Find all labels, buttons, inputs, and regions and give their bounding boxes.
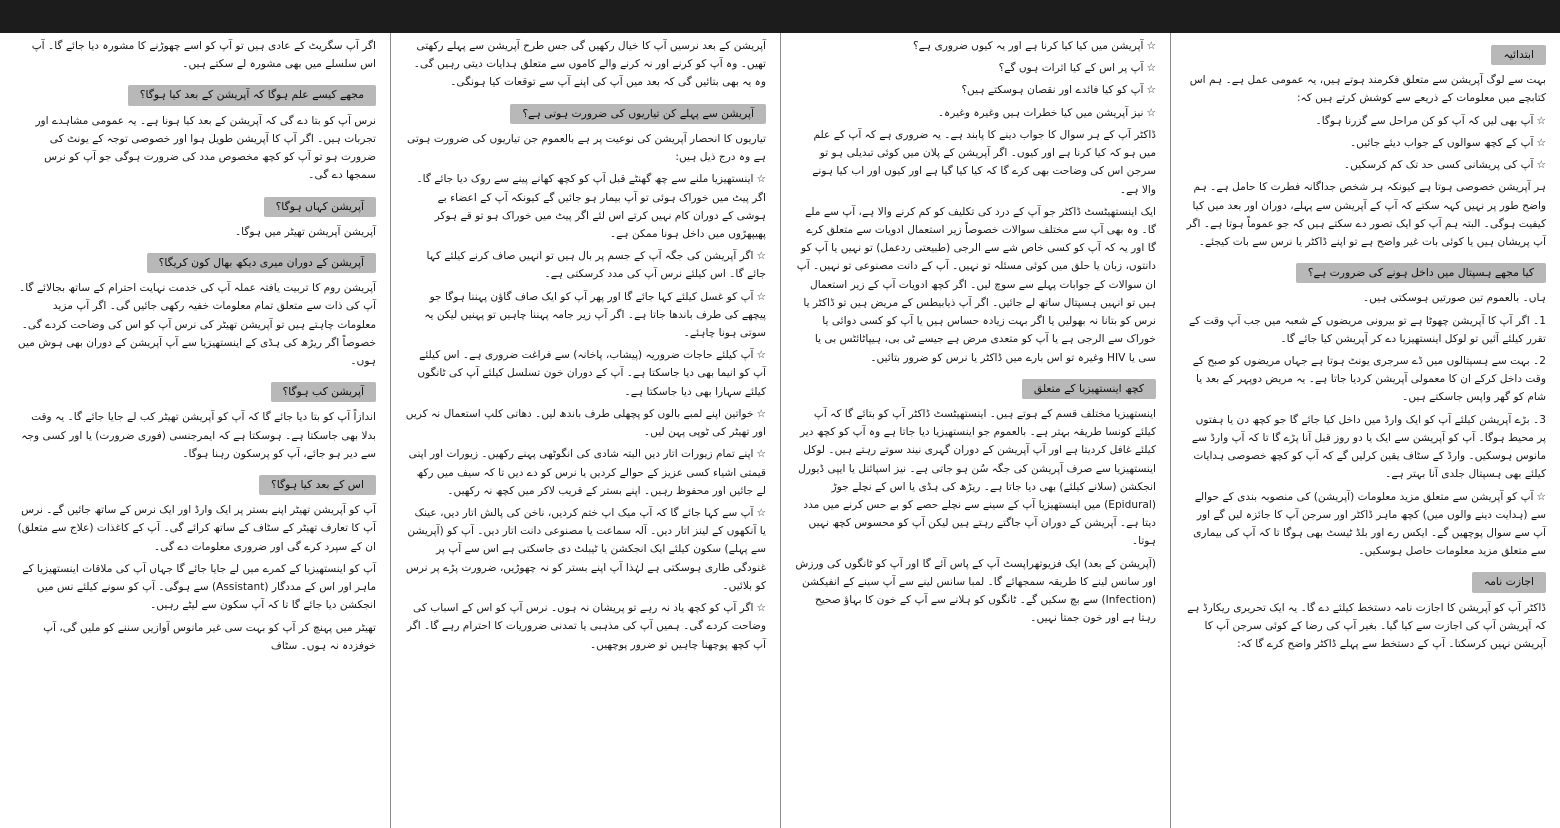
column-4 xyxy=(0,33,390,828)
section-heading: اس کے بعد کیا ہوگا؟ xyxy=(259,475,376,495)
section-heading: آپریشن کے دوران میری دیکھ بھال کون کریگا؟ xyxy=(147,253,376,273)
paragraph: ہر آپریشن خصوصی ہوتا ہے کیونکہ ہر شخص جداگانہ فطرت کا حامل ہے۔ ہم واضح طور پر نہیں کہہ سکتے کہ آپ کے آپریشن سے پہلے، دوران اور بعد میں کیا کیفیت ہوگی۔ البتہ ہم آپ کو ایک تصور دے سکتے ہیں کہ جو عموماً ہوتا ہے۔ اگر آپ پریشان ہیں یا کوئی بات غیر واضح ہے تو اپنے ڈاکٹر یا نرس سے بات کیجئے۔ xyxy=(1186,181,1546,248)
bullet-item: ☆ اگر آپ کو کچھ یاد نہ رہے تو پریشان نہ ہوں۔ نرس آپ کو اس کے اسباب کی وضاحت کردے گی۔ ہمیں آپ کی مذہبی یا تمدنی ضروریات کا احترام رہے گا۔ اگر آپ کچھ پوچھنا چاہیں تو ضرور پوچھیں۔ xyxy=(405,599,766,654)
brochure-page xyxy=(0,33,1560,828)
bullet-item: ☆ آپ سے کہا جائے گا کہ آپ میک اپ ختم کردیں، ناخن کی پالش اتار دیں، عینک یا آنکھوں کے لینز اتار دیں۔ آلہ سماعت یا مصنوعی دانت اتار دیں۔ آپ کو (آپریشن سے پہلے) سکون کیلئے ایک انجکشن یا ٹیبلٹ دی جاسکتی ہے اس سے آپ پر غنودگی طاری ہوسکتی ہے لہٰذا آپ اپنے بستر کو نہ چھوڑیں، ضرورت پڑے پر نرس کو بلائیں۔ xyxy=(405,504,766,595)
paragraph: آپ کو اینستھیزیا کے کمرے میں لے جایا جائے گا جہاں آپ کی ملاقات اینستھیزیا کے ماہر اور اس کے مددگار (Assistant) سے ہوگی۔ آپ کو سونے کیلئے نس میں انجکشن دیا جائے گا تا کہ آپ سکون سے لیٹے رہیں۔ xyxy=(22,562,376,612)
bullet-item: ☆ آپ کو آپریشن سے متعلق مزید معلومات (آپریشن) کی منصوبہ بندی کے حوالے سے (ہدایت دینے والوں میں) کچھ ماہر ڈاکٹر اور سرجن آپ کا جائزہ لیں گے اور آپ سے سوال پوچھیں گے۔ ایکس رے اور بلڈ ٹیسٹ بھی ہوگا تا کہ آپ کی بیماری سے متعلق مزید معلومات حاصل ہوسکیں۔ xyxy=(1185,488,1546,561)
paragraph: 3۔ بڑے آپریشن کیلئے آپ کو ایک وارڈ میں داخل کیا جائے گا جو کچھ دن یا ہفتوں پر محیط ہوگا۔ آپ کو آپریشن سے ایک یا دو روز قبل آنا پڑے گا تا کہ آپ وارڈ سے مانوس ہوسکیں۔ وارڈ کے سٹاف یقین کرلیں گے کہ آپ کو کچھ خصوصی ہدایات کیلئے بھی ہسپتال جلدی آنا بہتر ہے۔ xyxy=(1191,413,1546,481)
paragraph: بہت سے لوگ آپریشن سے متعلق فکرمند ہوتے ہیں، یہ عمومی عمل ہے۔ ہم اس کتابچے میں معلومات کے ذریعے سے کوشش کرتے ہیں کہ: xyxy=(1189,74,1546,105)
bullet-item: ☆ آپ کو کیا فائدے اور نقصان ہوسکتے ہیں؟ xyxy=(795,81,1156,99)
bullet-item: ☆ آپ کی پریشانی کسی حد تک کم کرسکیں۔ xyxy=(1185,156,1546,174)
section-heading-wrap xyxy=(1185,564,1546,598)
section-heading: آپریشن سے پہلے کن تیاریوں کی ضرورت ہوتی ہے؟ xyxy=(510,104,766,124)
section-heading-wrap xyxy=(1185,255,1546,289)
section-heading: آپریشن کب ہوگا؟ xyxy=(271,382,377,402)
bullet-item: ☆ آپ بھی لیں کہ آپ کو کن مراحل سے گزرنا ہوگا۔ xyxy=(1185,112,1546,130)
section-heading-wrap xyxy=(14,189,376,223)
section-heading-wrap xyxy=(14,374,376,408)
bullet-item: ☆ آپ کو غسل کیلئے کہا جائے گا اور پھر آپ کو ایک صاف گاؤن پہننا ہوگا جو پیچھے کی طرف باندھا جاتا ہے۔ اگر آپ زیر جامہ پہننا چاہیں تو پہنیں لیکن یہ سوتی ہونا چاہئے۔ xyxy=(405,288,766,343)
bullet-item: ☆ اپنے تمام زیورات اتار دیں البتہ شادی کی انگوٹھی پہنے رکھیں۔ زیورات اور اپنی قیمتی اشیاء کسی عزیز کے حوالے کردیں یا نرس کو دے دیں تا کہ سیف میں رکھ لے جائیں اور محفوظ رہیں۔ اپنے بستر کے قریب لاکر میں کچھ نہ رکھیں۔ xyxy=(405,445,766,500)
paragraph: تھیٹر میں پہنچ کر آپ کو بہت سی غیر مانوس آوازیں سننے کو ملیں گی، آپ خوفزدہ نہ ہوں۔ سٹاف xyxy=(43,621,376,652)
section-heading: اجازت نامہ xyxy=(1472,572,1546,592)
paragraph: ڈاکٹر آپ کو آپریشن کا اجازت نامہ دستخط کیلئے دے گا۔ یہ ایک تحریری ریکارڈ ہے کہ آپریشن آپ کی اجازت سے کیا گیا۔ بغیر آپ کی رضا کے کوئی سرجن آپ کا آپریشن نہیں کرسکتا۔ آپ کے دستخط سے پہلے ڈاکٹر واضح کرے گا کہ: xyxy=(1187,601,1546,651)
section-heading-wrap xyxy=(14,245,376,279)
section-heading: کیا مجھے ہسپتال میں داخل ہونے کی ضرورت ہے؟ xyxy=(1296,263,1546,283)
paragraph: آپریشن آپریشن تھیٹر میں ہوگا۔ xyxy=(234,225,376,238)
section-heading: مجھے کیسے علم ہوگا کہ آپریشن کے بعد کیا ہوگا؟ xyxy=(128,85,376,105)
paragraph: آپریشن روم کا تربیت یافتہ عملہ آپ کی خدمت نہایت احترام کے ساتھ بجالائے گا۔ آپ کی ذات سے متعلق تمام معلومات خفیہ رکھی جائیں گی۔ اگر آپ مزید معلومات چاہتے ہیں تو آپریشن تھیٹر کی نرس آپ کو اس کی وضاحت کردے گی۔ خصوصاً اگر ریڑھ کی ہڈی کے اینستھیزیا سے آپ آپریشن کے دوران بھی ہوش میں ہوں۔ xyxy=(17,282,376,367)
paragraph: ہاں۔ بالعموم تین صورتیں ہوسکتی ہیں۔ xyxy=(1362,292,1546,305)
top-bar xyxy=(0,0,1560,33)
bullet-item: ☆ اینستھیزیا ملنے سے چھ گھنٹے قبل آپ کو کچھ کھانے پینے سے روک دیا جائے گا۔ اگر پیٹ میں خوراک ہوئی تو آپ بیمار ہو جائیں گے کیونکہ آپ کے اعضاء بے ہوشی کے دوران کام نہیں کرتے اس لئے اگر پیٹ میں خوراک ہو تو قے ہوکر پھیپھڑوں میں داخل ہونا ممکن ہے۔ xyxy=(405,170,766,243)
bullet-item: ☆ نیز آپریشن میں کیا خطرات ہیں وغیرہ وغیرہ۔ xyxy=(795,104,1156,122)
bullet-item: ☆ اگر آپریشن کی جگہ آپ کے جسم پر بال ہیں تو انہیں صاف کرنے کیلئے کہا جائے گا۔ اس کیلئے نرس آپ کی مدد کرسکتی ہے۔ xyxy=(405,247,766,283)
column-2 xyxy=(781,33,1170,828)
paragraph: (آپریشن کے بعد) ایک فزیوتھراپسٹ آپ کے پاس آئے گا اور آپ کو ٹانگوں کی ورزش اور سانس لینے کا طریقہ سمجھائے گا۔ لمبا سانس لینے سے آپ سینے کے انفیکشن (Infection) سے بچ سکیں گے۔ ٹانگوں کو ہلانے سے آپ کے خون کا بہاؤ صحیح رہتا ہے اور خون جمتا نہیں۔ xyxy=(795,557,1156,625)
paragraph: 1۔ اگر آپ کا آپریشن چھوٹا ہے تو بیرونی مریضوں کے شعبہ میں جب آپ وقت کے تقرر کیلئے آئیں تو لوکل اینستھیزیا دے کر آپریشن کیا جائے گا۔ xyxy=(1188,314,1546,345)
section-heading-wrap xyxy=(795,371,1156,405)
bullet-item: ☆ آپریشن میں کیا کیا کرنا ہے اور یہ کیوں ضروری ہے؟ xyxy=(795,37,1156,55)
paragraph: تیاریوں کا انحصار آپریشن کی نوعیت پر ہے بالعموم جن تیاریوں کی ضرورت ہوتی ہے وہ درج ذیل ہیں: xyxy=(407,132,766,164)
paragraph: اینستھیزیا مختلف قسم کے ہوتے ہیں۔ اینستھیٹسٹ ڈاکٹر آپ کو بتائے گا کہ آپ کیلئے کونسا طریقہ بہتر ہے۔ بالعموم جو اینستھیزیا دیا جاتا ہے وہ آپ کو کچھ دیر کیلئے غافل کردیتا ہے اور آپ آپریشن کے دوران گہری نیند سوتے رہتے ہیں۔ لوکل اینستھیزیا سے صرف آپریشن کی جگہ سُن ہو جاتی ہے۔ نیز اسپائنل یا ایپی ڈیورل انجکشن (سلانے کیلئے) بھی دیا جاتا ہے۔ ریڑھ کی ہڈی یا اس کے نچلے جوڑ (Epidural) میں اینستھیزیا آپ کے سینے سے نچلے حصے کو بے حس کرنے میں مدد دیتا ہے۔ آپریشن کے دوران آپ جاگتے رہتے ہیں لیکن آپ کو محسوس کچھ نہیں ہوتا۔ xyxy=(798,407,1156,548)
paragraph: آپ کو آپریشن تھیٹر اپنے بستر پر ایک وارڈ اور ایک نرس کے ساتھ جائیں گے۔ نرس آپ کا تعارف تھیٹر کے سٹاف کے ساتھ کرائے گی۔ آپ کے کاغذات (علاج سے متعلق) ان کے سپرد کرے گی اور ضروری معلومات دے گی۔ xyxy=(17,504,376,553)
section-heading-wrap xyxy=(1185,37,1546,71)
section-heading: کچھ اینستھیزیا کے متعلق xyxy=(1022,379,1156,399)
paragraph: نرس آپ کو بتا دے گی کہ آپریشن کے بعد کیا ہونا ہے۔ یہ عمومی مشاہدے اور تجربات ہیں۔ اگر آپ کا آپریشن طویل ہوا اور خصوصی توجہ کے یونٹ کی ضرورت ہو تو آپ کو کچھ مخصوص مدد کی ضرورت ہوگی جو آپ کو نرس سمجھا دے گی۔ xyxy=(35,114,376,182)
paragraph: ڈاکٹر آپ کے ہر سوال کا جواب دینے کا پابند ہے۔ یہ ضروری ہے کہ آپ کے علم میں ہو کہ کیا کرنا ہے اور کیوں۔ اگر آپریشن کے پلان میں کوئی تبدیلی ہو تو سرجن اس کی وضاحت بھی کرے گا کہ کیا کیا گیا ہے اور کیوں اور اب کیا ہونے والا ہے۔ xyxy=(812,128,1156,196)
section-heading: ابتدائیہ xyxy=(1491,45,1546,65)
bullet-item: ☆ آپ کیلئے حاجات ضروریہ (پیشاب، پاخانہ) سے فراغت ضروری ہے۔ اس کیلئے آپ کو انیما بھی دیا جاسکتا ہے۔ آپ کے دوران خون تسلسل کیلئے آپ کی ٹانگوں کیلئے سہارا بھی دیا جاسکتا ہے۔ xyxy=(405,346,766,401)
paragraph: اندازاً آپ کو بتا دیا جائے گا کہ آپ کو آپریشن تھیٹر کب لے جایا جائے گا۔ یہ وقت بدلا بھی جاسکتا ہے۔ ہوسکتا ہے کہ ایمرجنسی (فوری ضرورت) یا اور کسی وجہ سے دیر ہو جائے، آپ کو پرسکون رہنا ہوگا۔ xyxy=(21,411,376,460)
section-heading-wrap xyxy=(14,77,376,111)
section-heading-wrap xyxy=(405,96,766,130)
paragraph: اگر آپ سگریٹ کے عادی ہیں تو آپ کو اسے چھوڑنے کا مشورہ دیا جائے گا۔ آپ اس سلسلے میں بھی مشورہ لے سکتے ہیں۔ xyxy=(31,40,376,71)
bullet-item: ☆ خواتین اپنے لمبے بالوں کو پچھلی طرف باندھ لیں۔ دھاتی کلپ استعمال نہ کریں اور تھیٹر کی ٹوپی پہن لیں۔ xyxy=(405,405,766,441)
section-heading: آپریشن کہاں ہوگا؟ xyxy=(264,197,376,217)
paragraph: 2۔ بہت سے ہسپتالوں میں ڈے سرجری یونٹ ہوتا ہے جہاں مریضوں کو صبح کے وقت داخل کرکے ان کا معمولی آپریشن کردیا جاتا ہے۔ یہ مریض دوپہر کے بعد یا شام کو گھر واپس جاسکتے ہیں۔ xyxy=(1192,355,1546,404)
paragraph: ایک اینستھیٹسٹ ڈاکٹر جو آپ کے درد کی تکلیف کو کم کرنے والا ہے، آپ سے ملے گا۔ وہ بھی آپ سے مختلف سوالات خصوصاً زیر استعمال ادویات سے متعلق کرے گا اور یہ کہ آپ کو کسی خاص شے سے الرجی (طبیعتی ردعمل) تو نہیں یا آپ کو دانتوں، زبان یا حلق میں کوئی مسئلہ تو نہیں۔ آپ کے دانت مصنوعی تو نہیں۔ آپ ان سوالات کے جوابات پہلے سے سوچ لیں۔ اگر کچھ ادویات آپ کے زیر استعمال ہیں تو انہیں ہسپتال ساتھ لے جائیں۔ اگر آپ ذیابیطس کے مریض ہیں تو ڈاکٹر یا نرس کو بتانا نہ بھولیں یا اگر بہت زیادہ حساس ہیں یا آپ کو کسی دوائی یا خوراک سے الرجی ہے یا آپ کو متعدی مرض ہے جیسے ٹی بی، ہیپاٹائٹس بی یا سی یا HIV وغیرہ تو اس بارے میں ڈاکٹر یا نرس کو ضرور بتائیں۔ xyxy=(796,205,1156,364)
paragraph: آپریشن کے بعد نرسیں آپ کا خیال رکھیں گی جس طرح آپریشن سے پہلے رکھتی تھیں۔ وہ آپ کو کرنے اور نہ کرنے والے کاموں سے متعلق ہدایات دیتی رہیں گی۔ وہ یہ بھی بتائیں گی کہ بعد میں آپ کی اپنے آپ سے توقعات کیا ہونگی۔ xyxy=(413,40,766,89)
section-heading-wrap xyxy=(14,467,376,501)
bullet-item: ☆ آپ کے کچھ سوالوں کے جواب دیئے جائیں۔ xyxy=(1185,134,1546,152)
column-3 xyxy=(391,33,780,828)
bullet-item: ☆ آپ پر اس کے کیا اثرات ہوں گے؟ xyxy=(795,59,1156,77)
column-1 xyxy=(1171,33,1560,828)
